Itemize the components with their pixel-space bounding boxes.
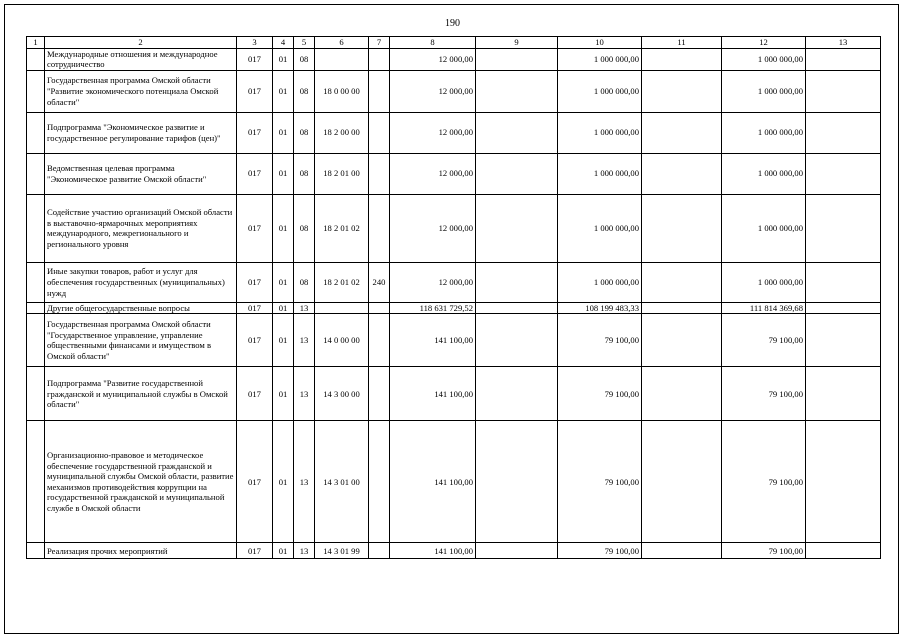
- value-cell-c13: [806, 543, 881, 559]
- row-index-cell: [27, 112, 45, 153]
- value-cell-c10: 1 000 000,00: [558, 194, 642, 262]
- value-cell-c3: 017: [237, 302, 273, 314]
- value-cell-c11: [642, 153, 722, 194]
- value-cell-c8: 141 100,00: [390, 314, 476, 367]
- value-cell-c8: 141 100,00: [390, 421, 476, 543]
- value-cell-c10: 79 100,00: [558, 314, 642, 367]
- value-cell-c6: 14 3 00 00: [315, 367, 369, 421]
- value-cell-c6: [315, 302, 369, 314]
- table-row: [27, 314, 881, 367]
- value-cell-c4: 01: [273, 314, 294, 367]
- value-cell-c11: [642, 262, 722, 302]
- column-number: 3: [237, 37, 273, 49]
- row-index-cell: [27, 421, 45, 543]
- row-index-cell: [27, 543, 45, 559]
- value-cell-c7: [369, 543, 390, 559]
- row-index-cell: [27, 314, 45, 367]
- value-cell-c9: [476, 421, 558, 543]
- value-cell-c6: 18 2 01 02: [315, 262, 369, 302]
- value-cell-c8: 12 000,00: [390, 70, 476, 112]
- column-number: 8: [390, 37, 476, 49]
- value-cell-c5: 13: [294, 314, 315, 367]
- row-name-cell: Международные отношения и международное сотрудничество: [45, 48, 237, 70]
- budget-table: [26, 36, 881, 559]
- value-cell-c10: 1 000 000,00: [558, 262, 642, 302]
- value-cell-c3: 017: [237, 314, 273, 367]
- column-number: 7: [369, 37, 390, 49]
- row-name-cell: Иные закупки товаров, работ и услуг для обеспечения государственных (муниципальных) нужд: [45, 262, 237, 302]
- table-row: [27, 48, 881, 70]
- row-index-cell: [27, 153, 45, 194]
- value-cell-c4: 01: [273, 543, 294, 559]
- value-cell-c4: 01: [273, 153, 294, 194]
- value-cell-c3: 017: [237, 421, 273, 543]
- page-number: 190: [445, 18, 460, 29]
- row-index-cell: [27, 367, 45, 421]
- table-row: [27, 543, 881, 559]
- table-row: [27, 367, 881, 421]
- value-cell-c5: 13: [294, 367, 315, 421]
- value-cell-c3: 017: [237, 153, 273, 194]
- value-cell-c6: 18 0 00 00: [315, 70, 369, 112]
- value-cell-c9: [476, 314, 558, 367]
- value-cell-c12: 1 000 000,00: [722, 153, 806, 194]
- row-index-cell: [27, 302, 45, 314]
- column-number: 6: [315, 37, 369, 49]
- value-cell-c9: [476, 367, 558, 421]
- table-row: [27, 70, 881, 112]
- value-cell-c4: 01: [273, 70, 294, 112]
- value-cell-c9: [476, 302, 558, 314]
- value-cell-c6: 14 3 01 00: [315, 421, 369, 543]
- column-number: 11: [642, 37, 722, 49]
- column-number: 10: [558, 37, 642, 49]
- value-cell-c3: 017: [237, 262, 273, 302]
- value-cell-c12: 1 000 000,00: [722, 48, 806, 70]
- value-cell-c5: 13: [294, 302, 315, 314]
- value-cell-c13: [806, 262, 881, 302]
- value-cell-c5: 08: [294, 112, 315, 153]
- value-cell-c11: [642, 48, 722, 70]
- row-name-cell: Организационно-правовое и методическое обеспечение государственной гражданской и муниципальной службы Омской области, развитие механизмов противодействия коррупции на государственной гражданской и муниципальной службе в Омской области: [45, 421, 237, 543]
- column-number: 12: [722, 37, 806, 49]
- value-cell-c4: 01: [273, 112, 294, 153]
- row-name-cell: Другие общегосударственные вопросы: [45, 302, 237, 314]
- row-index-cell: [27, 262, 45, 302]
- value-cell-c11: [642, 302, 722, 314]
- column-number: 5: [294, 37, 315, 49]
- value-cell-c7: 240: [369, 262, 390, 302]
- value-cell-c10: 79 100,00: [558, 367, 642, 421]
- row-name-cell: Реализация прочих мероприятий: [45, 543, 237, 559]
- value-cell-c9: [476, 70, 558, 112]
- value-cell-c13: [806, 112, 881, 153]
- value-cell-c7: [369, 48, 390, 70]
- value-cell-c7: [369, 314, 390, 367]
- value-cell-c13: [806, 314, 881, 367]
- value-cell-c13: [806, 302, 881, 314]
- value-cell-c4: 01: [273, 421, 294, 543]
- row-index-cell: [27, 48, 45, 70]
- value-cell-c13: [806, 48, 881, 70]
- value-cell-c5: 08: [294, 262, 315, 302]
- column-number: 4: [273, 37, 294, 49]
- value-cell-c10: 108 199 483,33: [558, 302, 642, 314]
- value-cell-c8: 12 000,00: [390, 112, 476, 153]
- value-cell-c11: [642, 421, 722, 543]
- value-cell-c12: 1 000 000,00: [722, 112, 806, 153]
- value-cell-c11: [642, 314, 722, 367]
- value-cell-c6: 14 3 01 99: [315, 543, 369, 559]
- value-cell-c3: 017: [237, 70, 273, 112]
- row-index-cell: [27, 70, 45, 112]
- table-row: [27, 302, 881, 314]
- value-cell-c11: [642, 367, 722, 421]
- column-number: 1: [27, 37, 45, 49]
- value-cell-c8: 141 100,00: [390, 367, 476, 421]
- value-cell-c7: [369, 194, 390, 262]
- value-cell-c6: 18 2 00 00: [315, 112, 369, 153]
- value-cell-c9: [476, 194, 558, 262]
- value-cell-c7: [369, 153, 390, 194]
- value-cell-c4: 01: [273, 302, 294, 314]
- row-name-cell: Государственная программа Омской области "Развитие экономического потенциала Омской области": [45, 70, 237, 112]
- value-cell-c12: 79 100,00: [722, 421, 806, 543]
- value-cell-c10: 79 100,00: [558, 543, 642, 559]
- value-cell-c12: 79 100,00: [722, 543, 806, 559]
- value-cell-c9: [476, 112, 558, 153]
- value-cell-c12: 111 814 369,68: [722, 302, 806, 314]
- value-cell-c3: 017: [237, 112, 273, 153]
- value-cell-c9: [476, 543, 558, 559]
- value-cell-c8: 12 000,00: [390, 194, 476, 262]
- value-cell-c7: [369, 70, 390, 112]
- value-cell-c8: 12 000,00: [390, 262, 476, 302]
- value-cell-c5: 08: [294, 153, 315, 194]
- value-cell-c5: 13: [294, 421, 315, 543]
- value-cell-c12: 79 100,00: [722, 367, 806, 421]
- row-index-cell: [27, 194, 45, 262]
- value-cell-c11: [642, 70, 722, 112]
- value-cell-c4: 01: [273, 367, 294, 421]
- value-cell-c8: 12 000,00: [390, 48, 476, 70]
- value-cell-c13: [806, 153, 881, 194]
- value-cell-c11: [642, 194, 722, 262]
- row-name-cell: Государственная программа Омской области "Государственное управление, управление общественными финансами и имуществом в Омской области": [45, 314, 237, 367]
- value-cell-c8: 12 000,00: [390, 153, 476, 194]
- value-cell-c7: [369, 421, 390, 543]
- value-cell-c7: [369, 302, 390, 314]
- value-cell-c4: 01: [273, 48, 294, 70]
- value-cell-c13: [806, 70, 881, 112]
- column-number: 9: [476, 37, 558, 49]
- value-cell-c13: [806, 421, 881, 543]
- value-cell-c11: [642, 112, 722, 153]
- value-cell-c4: 01: [273, 194, 294, 262]
- value-cell-c8: 141 100,00: [390, 543, 476, 559]
- value-cell-c9: [476, 153, 558, 194]
- table-row: [27, 153, 881, 194]
- value-cell-c3: 017: [237, 48, 273, 70]
- value-cell-c3: 017: [237, 194, 273, 262]
- value-cell-c10: 79 100,00: [558, 421, 642, 543]
- table-row: [27, 112, 881, 153]
- row-name-cell: Содействие участию организаций Омской области в выставочно-ярмарочных мероприятиях международного, межрегионального и регионального уровня: [45, 194, 237, 262]
- value-cell-c13: [806, 367, 881, 421]
- value-cell-c6: [315, 48, 369, 70]
- value-cell-c6: 18 2 01 00: [315, 153, 369, 194]
- value-cell-c9: [476, 262, 558, 302]
- column-number-row: [27, 37, 881, 49]
- value-cell-c6: 18 2 01 02: [315, 194, 369, 262]
- value-cell-c5: 08: [294, 48, 315, 70]
- value-cell-c12: 1 000 000,00: [722, 70, 806, 112]
- value-cell-c4: 01: [273, 262, 294, 302]
- value-cell-c7: [369, 112, 390, 153]
- value-cell-c7: [369, 367, 390, 421]
- value-cell-c11: [642, 543, 722, 559]
- value-cell-c12: 1 000 000,00: [722, 194, 806, 262]
- row-name-cell: Подпрограмма "Развитие государственной гражданской и муниципальной службы в Омской области": [45, 367, 237, 421]
- column-number: 2: [45, 37, 237, 49]
- value-cell-c3: 017: [237, 367, 273, 421]
- value-cell-c10: 1 000 000,00: [558, 70, 642, 112]
- value-cell-c3: 017: [237, 543, 273, 559]
- value-cell-c13: [806, 194, 881, 262]
- value-cell-c6: 14 0 00 00: [315, 314, 369, 367]
- row-name-cell: Подпрограмма "Экономическое развитие и государственное регулирование тарифов (цен)": [45, 112, 237, 153]
- value-cell-c9: [476, 48, 558, 70]
- value-cell-c10: 1 000 000,00: [558, 112, 642, 153]
- value-cell-c12: 79 100,00: [722, 314, 806, 367]
- value-cell-c10: 1 000 000,00: [558, 153, 642, 194]
- value-cell-c10: 1 000 000,00: [558, 48, 642, 70]
- row-name-cell: Ведомственная целевая программа "Экономическое развитие Омской области": [45, 153, 237, 194]
- value-cell-c8: 118 631 729,52: [390, 302, 476, 314]
- value-cell-c5: 13: [294, 543, 315, 559]
- value-cell-c12: 1 000 000,00: [722, 262, 806, 302]
- value-cell-c5: 08: [294, 194, 315, 262]
- table-row: [27, 421, 881, 543]
- value-cell-c5: 08: [294, 70, 315, 112]
- table-row: [27, 194, 881, 262]
- table-row: [27, 262, 881, 302]
- column-number: 13: [806, 37, 881, 49]
